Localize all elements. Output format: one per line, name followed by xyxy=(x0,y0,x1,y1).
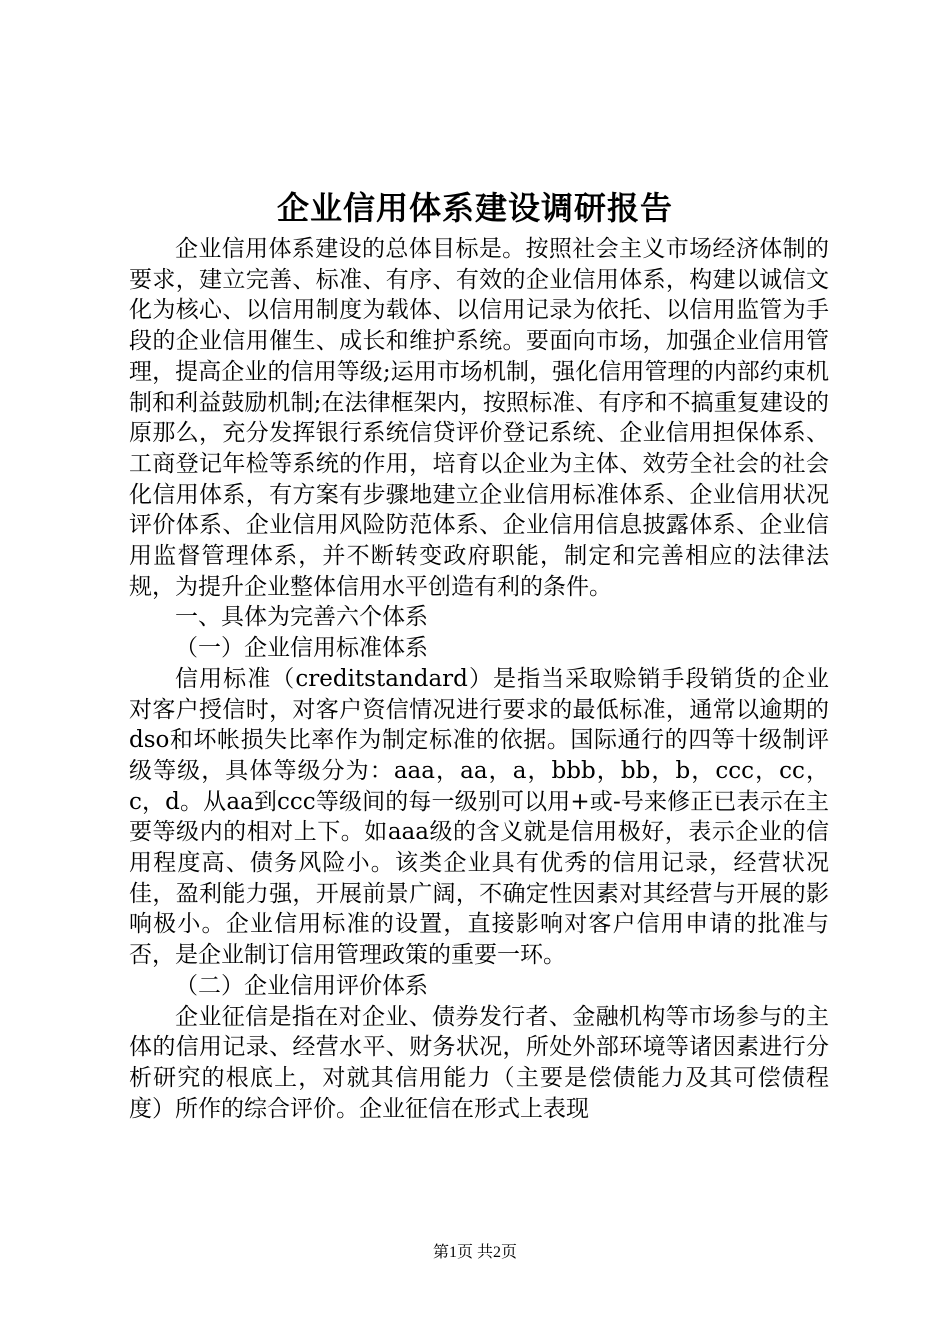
paragraph-overall-goal: 企业信用体系建设的总体目标是。按照社会主义市场经济体制的要求，建立完善、标准、有序、有效的企业信用体系，构建以诚信文化为核心、以信用制度为载体、以信用记录为依托、以信用监管为手段的企业信用催生、成长和维护系统。要面向市场，加强企业信用管理，提高企业的信用等级;运用市场机制，强化信用管理的内部约束机制和利益鼓励机制;在法律框架内，按照标准、有序和不搞重复建设的原那么，充分发挥银行系统信贷评价登记系统、企业信用担保体系、工商登记年检等系统的作用，培育以企业为主体、效劳全社会的社会化信用体系，有方案有步骤地建立企业信用标准体系、企业信用状况评价体系、企业信用风险防范体系、企业信用信息披露体系、企业信用监督管理体系，并不断转变政府职能，制定和完善相应的法律法规，为提升企业整体信用水平创造有利的条件。 xyxy=(129,236,829,600)
page-number-footer: 第1页 共2页 xyxy=(432,1244,517,1261)
paragraph-credit-evaluation: 企业征信是指在对企业、债券发行者、金融机构等市场参与的主体的信用记录、经营水平、财务状况，所处外部环境等诸因素进行分析研究的根底上，对就其信用能力（主要是偿债能力及其可偿债程度）所作的综合评价。企业征信在形式上表现 xyxy=(129,1003,829,1122)
subsection-heading-credit-evaluation: （二）企业信用评价体系 xyxy=(175,972,428,999)
section-heading-six-systems: 一、具体为完善六个体系 xyxy=(175,604,428,631)
paragraph-credit-standard: 信用标准（creditstandard）是指当采取赊销手段销货的企业对客户授信时，对客户资信情况进行要求的最低标准，通常以逾期的dso和坏帐损失比率作为制定标准的依据。国际通行的四等十级制评级等级，具体等级分为：aaa，aa，a，bbb，bb，b，ccc，cc，c，d。从aa到ccc等级间的每一级别可以用+或-号来修正已表示在主要等级内的相对上下。如aaa级的含义就是信用极好，表示企业的信用程度高、债务风险小。该类企业具有优秀的信用记录，经营状况佳，盈利能力强，开展前景广阔，不确定性因素对其经营与开展的影响极小。企业信用标准的设置，直接影响对客户信用申请的批准与否，是企业制订信用管理政策的重要一环。 xyxy=(129,665,829,969)
subsection-heading-credit-standard: （一）企业信用标准体系 xyxy=(175,635,428,662)
page-title: 企业信用体系建设调研报告 xyxy=(276,189,673,227)
document-body xyxy=(129,234,829,1124)
